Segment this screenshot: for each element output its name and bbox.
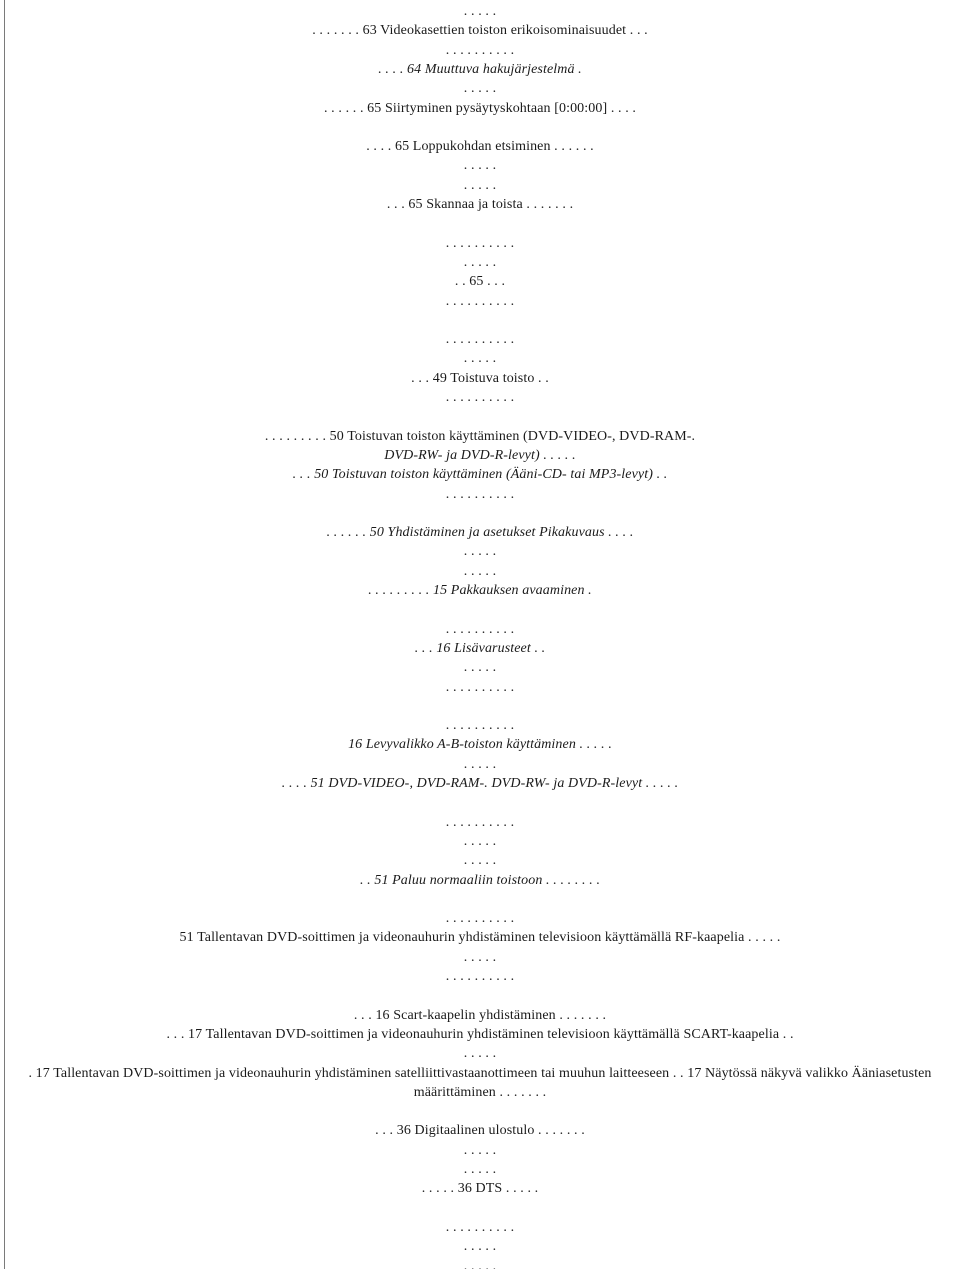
toc-line: . . . . . (463, 1162, 497, 1177)
toc-line: . . . 49 Toistuva toisto . . (411, 370, 549, 386)
toc-line: . . . . . (463, 1046, 497, 1062)
toc-line: DVD-RW- ja DVD-R-levyt) . . . . . (384, 447, 576, 463)
toc-line: . . . . . (463, 177, 497, 193)
toc-line: . . . . . . . . . 15 Pakkauksen avaaminen . (368, 583, 592, 598)
toc-line: . . . 16 Scart-kaapelin yhdistäminen . . . . . . . (353, 1007, 607, 1023)
toc-line: . . . . . (463, 563, 497, 579)
toc-line: . . . . 65 Loppukohdan etsiminen . . . . . . (366, 139, 594, 155)
toc-line: . . . . . . . . . . (445, 679, 515, 695)
toc-line: . . . . . . . . . . (445, 332, 515, 348)
toc-line: . . . . . . 50 Yhdistäminen ja asetukset Pikakuvaus . . . . (326, 525, 634, 541)
toc-line: . . . . . . . . . . (445, 814, 515, 830)
toc-line: . . . . . (463, 660, 497, 676)
toc-line: . . . 36 Digitaalinen ulostulo . . . . . . . (375, 1123, 585, 1139)
toc-line: . . . . . (463, 1239, 497, 1255)
toc-line: . . . . . (463, 949, 497, 965)
toc-line: . . . . . (463, 4, 497, 19)
toc-line: . . . . . (463, 351, 497, 367)
toc-line: . . . . . . . . . . (445, 621, 515, 637)
toc-line: . . . . . . . . . . (445, 293, 515, 309)
toc-line: . . . 16 Lisävarusteet . . (414, 640, 546, 656)
toc-line: . . . . . (463, 254, 497, 270)
toc-line: . . . . . (463, 544, 497, 560)
toc-line: . . . 65 Skannaa ja toista . . . . . . . (386, 197, 574, 212)
toc-line: 16 Levyvalikko A-B-toiston käyttäminen . . . . . (348, 737, 612, 753)
toc-line: . . . . . . . . . 50 Toistuvan toiston käyttäminen (DVD-VIDEO-, DVD-RAM-. (264, 428, 696, 444)
toc-line: . . . . . . . . . . (445, 42, 515, 58)
toc-line: . . . . 51 DVD-VIDEO-, DVD-RAM-. DVD-RW- ja DVD-R-levyt . . . . . (281, 776, 679, 791)
toc-line: . . . . . (463, 81, 497, 97)
toc-line: . . . . . (463, 158, 497, 174)
toc-line: . . . . . (463, 833, 497, 849)
toc-line: . . . 17 Tallentavan DVD-soittimen ja videonauhurin yhdistäminen televisioon käyttämällä SCART-kaapelia . . (166, 1026, 794, 1042)
toc-line: . . . . . (463, 1258, 497, 1269)
toc-line: määrittäminen . . . . . . . (413, 1084, 547, 1100)
toc-line: . . . . . (463, 756, 497, 772)
toc-line: . . . . . . . . . . (445, 235, 515, 251)
toc-line: . . 51 Paluu normaaliin toistoon . . . . . . . . (359, 872, 601, 888)
toc-line: . . . . . . . . . . (445, 911, 515, 927)
toc-line: . . . . . . 65 Siirtyminen pysäytyskohtaan [0:00:00] . . . . (323, 100, 637, 116)
toc-line: . . . . . (463, 853, 497, 869)
toc-line: . . . . . . . . . . (445, 969, 515, 984)
toc-line: . . . . . . . . . . (445, 1219, 515, 1235)
toc-line: 51 Tallentavan DVD-soittimen ja videonauhurin yhdistäminen televisioon käyttämällä RF-kaapelia . . . . . (179, 930, 781, 946)
toc-line: . . . . . . . 63 Videokasettien toiston erikoisominaisuudet . . . (312, 23, 648, 39)
toc-line: . . . . . . . . . . (445, 390, 515, 405)
toc-line: . . . . . 36 DTS . . . . . (421, 1181, 539, 1197)
toc-line: . 17 Tallentavan DVD-soittimen ja videonauhurin yhdistäminen satelliittivastaanottimeen tai muuhun laitteeseen . . 17 Näytössä näkyvä valikko Ääniasetusten (28, 1065, 932, 1081)
toc-line: . . . . . . . . . . (445, 486, 515, 502)
toc-line: . . . . . (463, 1142, 497, 1158)
toc-line: . . . 50 Toistuvan toiston käyttäminen (Ääni-CD- tai MP3-levyt) . . (292, 467, 668, 483)
toc-line: . . . . 64 Muuttuva hakujärjestelmä . (378, 61, 582, 77)
toc-line: . . . . . . . . . . (445, 718, 515, 734)
toc-line: . . 65 . . . (454, 274, 506, 290)
